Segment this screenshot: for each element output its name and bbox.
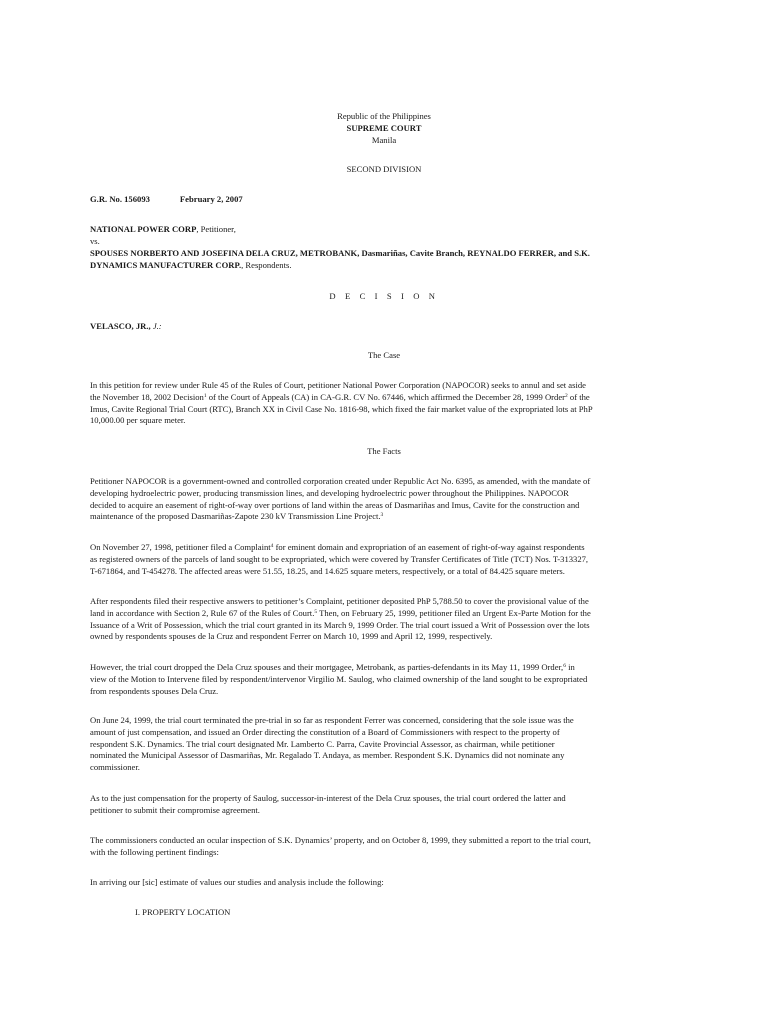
section-heading-the-case: The Case — [367, 350, 401, 360]
paragraph-4: After respondents filed their respective answers to petitioner’s Complaint, petitioner deposited PhP 5,788.50 to cover the provisional value of the land in accordance with Section 2, Rule 67 of the Rules of Court.$^5$ Then, on February 25, 1999, petitioner filed an Urgent Ex-Parte Motion for the Issuance of a Writ of Possession, which the trial court granted in its March 9, 1999 Order. The trial court issued a Writ of Possession over the lots owned by respondents spouses de la Cruz and respondent Ferrer on March 10, 1999 and April 12, 1999, respectively. — [90, 596, 591, 642]
respondents-line-1: SPOUSES NORBERTO AND JOSEFINA DELA CRUZ, METROBANK, Dasmariñas, Cavite Branch, REYNALDO FERRER, and S.K. — [90, 248, 590, 258]
paragraph-9: In arriving our [sic] estimate of values our studies and analysis include the following: — [90, 877, 384, 887]
republic-line: Republic of the Philippines — [337, 111, 431, 121]
paragraph-2: Petitioner NAPOCOR is a government-owned and controlled corporation created under Republic Act No. 6395, as amended, with the mandate of developing hydroelectric power, producing transmission lines, and developing hydroelectric power throughout the Philippines. NAPOCOR decided to acquire an easement of right-of-way over portions of land within the areas of Dasmariñas and Imus, Cavite for the construction and maintenance of the proposed Dasmariñas-Zapote 230 kV Transmission Line Project.$^3$ — [90, 476, 591, 522]
ponente-line — [90, 321, 678, 333]
petitioner-role: , Petitioner, — [196, 224, 236, 234]
versus-line: vs. — [90, 236, 100, 246]
footnote-ref[interactable]: 5 — [314, 608, 318, 615]
paragraph-5: However, the trial court dropped the Dela Cruz spouses and their mortgagee, Metrobank, as parties-defendants in its May 11, 1999 Order,$^6$ in view of the Motion to Intervene filed by respondent/intervenor Virgilio M. Saulog, who claimed ownership of the land sought to be expropriated from respondents spouses Dela Cruz. — [90, 662, 588, 696]
supreme-court-line: SUPREME COURT — [346, 123, 422, 133]
decision-title: D E C I S I O N — [329, 291, 439, 301]
division-line: SECOND DIVISION — [346, 164, 422, 174]
gr-number: G.R. No. 156093 — [90, 194, 150, 204]
respondents-role: , Respondents. — [241, 259, 292, 270]
decision-date: February 2, 2007 — [179, 194, 243, 204]
paragraph-1: In this petition for review under Rule 45 of the Rules of Court, petitioner National Power Corporation (NAPOCOR) seeks to annul and set aside the November 18, 2002 Decision$^1$ of the Court of Appeals (CA) in CA-G.R. CV No. 67446, which affirmed the December 28, 1999 Order$^2$ of the Imus, Cavite Regional Trial Court (RTC), Branch XX in Civil Case No. 1816-98, which fixed the fair market value of the expropriated lots at PhP 10,000.00 per square meter. — [90, 380, 593, 426]
paragraph-6: On June 24, 1999, the trial court terminated the pre-trial in so far as respondent Ferrer was concerned, considering that the sole issue was the amount of just compensation, and issued an Order directing the constitution of a Board of Commissioners with respect to the property of respondent S.K. Dynamics. The trial court designated Mr. Lamberto C. Parra, Cavite Provincial Assessor, as chairman, while petitioner nominated the Municipal Assessor of Dasmariñas, Mr. Regalado T. Andaya, as member. Respondent S.K. Dynamics did not nominate any commissioner. — [90, 715, 574, 773]
footnote-ref[interactable]: 6 — [563, 663, 566, 669]
paragraph-3: On November 27, 1998, petitioner filed a Complaint$^4$ for eminent domain and expropriation of an easement of right-of-way against respondents as registered owners of the parcels of land sought to be expropriated, which were covered by Transfer Certificates of Title (TCT) Nos. T-313327, T-671864, and T-454278. The affected areas were 51.55, 18.25, and 14.625 square meters, respectively, or a total of 84.425 square meters. — [90, 542, 589, 576]
footnote-ref[interactable]: 1 — [203, 392, 207, 399]
petitioner-line — [90, 224, 678, 236]
footnote-ref[interactable]: 2 — [565, 392, 568, 399]
ponente-name: VELASCO, JR., — [90, 321, 151, 331]
respondents-line-2: DYNAMICS MANUFACTURER CORP. — [90, 259, 242, 270]
ponente-title: J.: — [152, 321, 162, 331]
paragraph-8: The commissioners conducted an ocular inspection of S.K. Dynamics’ property, and on October 8, 1999, they submitted a report to the trial court, with the following pertinent findings: — [90, 835, 591, 857]
petitioner-name: NATIONAL POWER CORP — [90, 224, 197, 234]
section-heading-the-facts: The Facts — [367, 446, 401, 456]
footnote-ref[interactable]: 4 — [270, 543, 274, 549]
paragraph-7: As to the just compensation for the property of Saulog, successor-in-interest of the Dela Cruz spouses, the trial court ordered the latter and petitioner to submit their compromise agreement. — [90, 793, 566, 815]
respondents-block — [90, 248, 678, 272]
footnote-ref[interactable]: 3 — [380, 512, 384, 519]
list-item-property-location: I. PROPERTY LOCATION — [135, 907, 231, 917]
case-caption — [90, 194, 678, 206]
city-line: Manila — [371, 135, 397, 145]
